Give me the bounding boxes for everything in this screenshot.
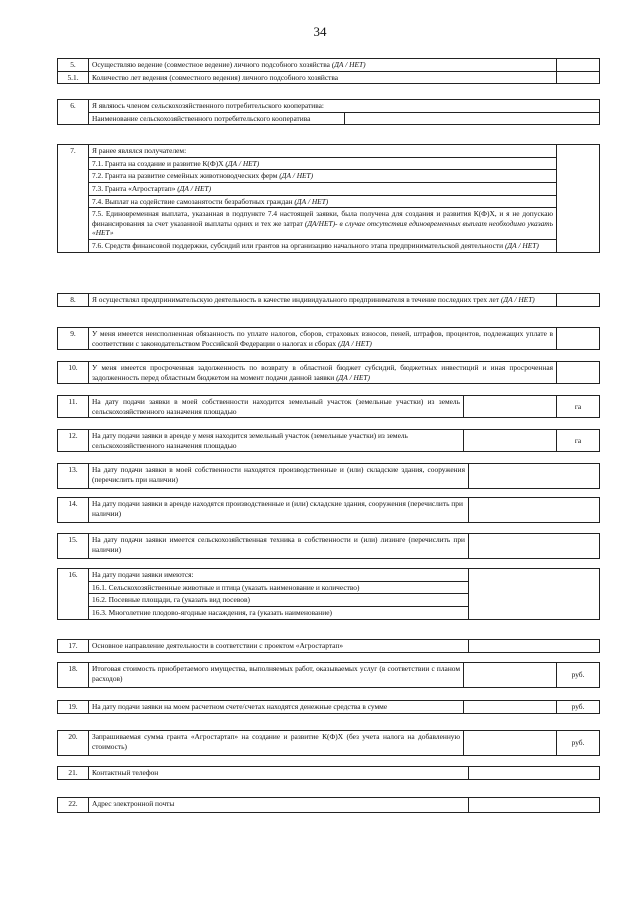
row-text: На дату подачи заявки имеются: [89,569,469,582]
form-row-13 [57,463,600,489]
answer-field[interactable] [464,396,557,418]
answer-field[interactable] [469,498,600,523]
form-row-17 [57,639,600,653]
form-row-9 [57,327,600,350]
row-text: Запрашиваемая сумма гранта «Агростартап» на создание и развитие К(Ф)Х (без учета налога на добавленную стоимость) [89,731,464,756]
row-number: 8. [58,294,89,307]
page-number: 34 [313,24,327,39]
row-text: Контактный телефон [89,767,469,780]
row-number: 17. [58,640,89,653]
form-row-8 [57,293,600,307]
sub-item: 7.1. Гранта на создание и развитие К(Ф)Х (ДА / НЕТ) [89,157,557,170]
row-text: Я являюсь членом сельскохозяйственного потребительского кооператива: [89,100,600,113]
sub-item: 16.2. Посевные площади, га (указать вид посевов) [89,594,469,607]
form-row-7 [57,144,600,253]
row-text: На дату подачи заявки на моем расчетном счете/счетах находятся денежные средства в сумме [89,701,464,714]
row-number: 6. [58,100,89,125]
row-number: 5.1. [58,71,89,84]
row-number: 14. [58,498,89,523]
row-text: На дату подачи заявки в моей собственности находится земельный участок (земельные участки) из земель сельскохозяйственного назначения площадью [89,396,464,418]
sub-item: 7.5. Единовременная выплата, указанная в подпункте 7.4 настоящей заявки, была получена для создания и развития К(Ф)Х, и я не допускаю финансирования за счет указанной выплаты одних и тех же затрат (ДА/НЕТ)- в случае отсутствия единовременных выплат необходимо указать «НЕТ» [89,208,557,240]
form-row-20 [57,730,600,756]
row-number: 9. [58,328,89,350]
form-row-19 [57,700,600,714]
answer-column[interactable] [469,569,600,620]
form-row-6 [57,99,600,125]
sub-item: 16.3. Многолетние плодово-ягодные насаждения, га (указать наименование) [89,606,469,619]
row-number: 18. [58,663,89,688]
sub-item: 7.6. Средств финансовой поддержки, субсидий или грантов на организацию начального этапа предпринимательской деятельности (ДА / НЕТ) [89,240,557,253]
form-row-18 [57,662,600,688]
sub-item: 16.1. Сельскохозяйственные животные и птица (указать наименование и количество) [89,581,469,594]
form-row-5 [57,58,600,84]
answer-field[interactable] [557,71,600,84]
row-number: 12. [58,430,89,452]
answer-field[interactable] [469,640,600,653]
answer-field[interactable] [464,430,557,452]
row-number: 21. [58,767,89,780]
row-subtext: Наименование сельскохозяйственного потребительского кооператива [89,112,345,125]
email-field[interactable] [469,798,600,813]
unit-label: га [557,430,600,452]
row-number: 11. [58,396,89,418]
row-number: 19. [58,701,89,714]
row-number: 15. [58,534,89,559]
row-text: Я осуществлял предпринимательскую деятельность в качестве индивидуального предпринимателя в течение последних трех лет (ДА / НЕТ) [89,294,557,307]
row-text: Основное направление деятельности в соответствии с проектом «Агростартап» [89,640,469,653]
answer-field[interactable] [469,534,600,559]
sub-item: 7.4. Выплат на содействие самозанятости безработных граждан (ДА / НЕТ) [89,195,557,208]
row-text: Итоговая стоимость приобретаемого имущества, выполняемых работ, оказываемых услуг (в соответствии с планом расходов) [89,663,464,688]
answer-field[interactable] [464,731,557,756]
row-number: 13. [58,464,89,489]
row-text: Я ранее являлся получателем: [89,145,557,158]
form-row-22 [57,797,600,813]
form-row-11 [57,395,600,418]
form-row-16 [57,568,600,620]
phone-field[interactable] [469,767,600,780]
sub-item: 7.2. Гранта на развитие семейных животноводческих ферм (ДА / НЕТ) [89,170,557,183]
row-text: На дату подачи заявки имеется сельскохозяйственная техника в собственности и (или) лизинге (перечислить при наличии) [89,534,469,559]
answer-field[interactable] [557,59,600,72]
row-number: 16. [58,569,89,620]
unit-label: руб. [557,731,600,756]
row-text: На дату подачи заявки в аренде у меня находится земельный участок (земельные участки) из земель сельскохозяйственного назначения площадью [89,430,464,452]
answer-field[interactable] [464,701,557,714]
unit-label: га [557,396,600,418]
row-text: На дату подачи заявки в моей собственности находятся производственные и (или) складские здания, сооружения (перечислить при наличии) [89,464,469,489]
answer-field[interactable] [464,663,557,688]
form-row-15 [57,533,600,559]
answer-field[interactable] [557,362,600,384]
row-text: У меня имеется просроченная задолженность по возврату в областной бюджет субсидий, бюджетных инвестиций и иная просроченная задолженность перед областным бюджетом на момент подачи данной заявки (ДА / НЕТ) [89,362,557,384]
answer-field[interactable] [557,294,600,307]
form-row-12 [57,429,600,452]
row-text: Осуществляю ведение (совместное ведение) личного подсобного хозяйства (ДА / НЕТ) [89,59,557,72]
answer-column[interactable] [557,145,600,253]
row-text: На дату подачи заявки в аренде находятся производственные и (или) складские здания, сооружения (перечислить при наличии) [89,498,469,523]
form-row-10 [57,361,600,384]
row-text: У меня имеется неисполненная обязанность по уплате налогов, сборов, страховых взносов, пеней, штрафов, процентов, подлежащих уплате в соответствии с законодательством Российской Федерации о налогах и сборах (ДА / НЕТ) [89,328,557,350]
answer-field[interactable] [344,112,600,125]
unit-label: руб. [557,663,600,688]
row-number: 20. [58,731,89,756]
answer-field[interactable] [469,464,600,489]
answer-field[interactable] [557,328,600,350]
row-text: Адрес электронной почты [89,798,469,813]
row-number: 10. [58,362,89,384]
row-number: 7. [58,145,89,253]
row-text: Количество лет ведения (совместного ведения) личного подсобного хозяйства [89,71,557,84]
row-number: 22. [58,798,89,813]
form-row-21 [57,766,600,780]
form-row-14 [57,497,600,523]
unit-label: руб. [557,701,600,714]
sub-item: 7.3. Гранта «Агростартап» (ДА / НЕТ) [89,182,557,195]
row-number: 5. [58,59,89,72]
